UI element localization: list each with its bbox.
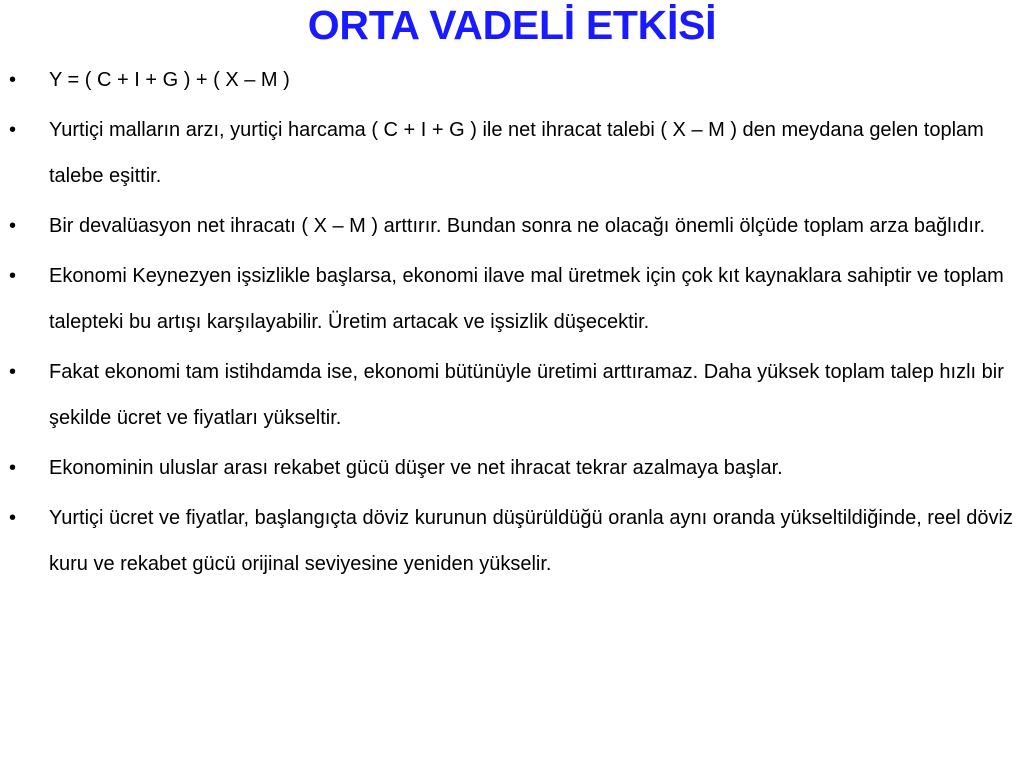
bullet-item [0,253,1024,345]
bullet-text: Yurtiçi malların arzı, yurtiçi harcama ( C + I + G ) ile net ihracat talebi ( X – M ) den meydana gelen toplam talebe eşittir. [49,119,984,187]
bullet-icon: • [9,265,17,287]
bullet-icon: • [9,69,17,91]
bullet-icon: • [9,507,17,529]
bullet-icon: • [9,215,17,237]
bullet-item [0,445,1024,491]
bullet-item [0,107,1024,199]
bullet-item [0,203,1024,249]
bullet-item [0,349,1024,441]
slide-title: ORTA VADELİ ETKİSİ [307,2,717,48]
bullet-icon: • [9,119,17,141]
bullet-icon: • [9,457,17,479]
bullet-text: Fakat ekonomi tam istihdamda ise, ekonomi bütünüyle üretimi arttıramaz. Daha yüksek toplam talep hızlı bir şekilde ücret ve fiyatları yükseltir. [49,361,1004,429]
bullet-icon: • [9,361,17,383]
bullet-text: Yurtiçi ücret ve fiyatlar, başlangıçta döviz kurunun düşürüldüğü oranla aynı oranda yükseltildiğinde, reel döviz kuru ve rekabet gücü orijinal seviyesine yeniden yükselir. [49,507,1013,575]
bullet-text: Ekonominin uluslar arası rekabet gücü düşer ve net ihracat tekrar azalmaya başlar. [49,457,783,479]
bullet-list [0,57,1024,591]
bullet-text: Y = ( C + I + G ) + ( X – M ) [49,69,290,91]
bullet-item [0,495,1024,587]
bullet-text: Bir devalüasyon net ihracatı ( X – M ) arttırır. Bundan sonra ne olacağı önemli ölçüde toplam arza bağlıdır. [49,215,986,237]
bullet-item [0,57,1024,103]
bullet-text: Ekonomi Keynezyen işsizlikle başlarsa, ekonomi ilave mal üretmek için çok kıt kaynaklara sahiptir ve toplam talepteki bu artışı karşılayabilir. Üretim artacak ve işsizlik düşecektir. [49,265,1004,333]
